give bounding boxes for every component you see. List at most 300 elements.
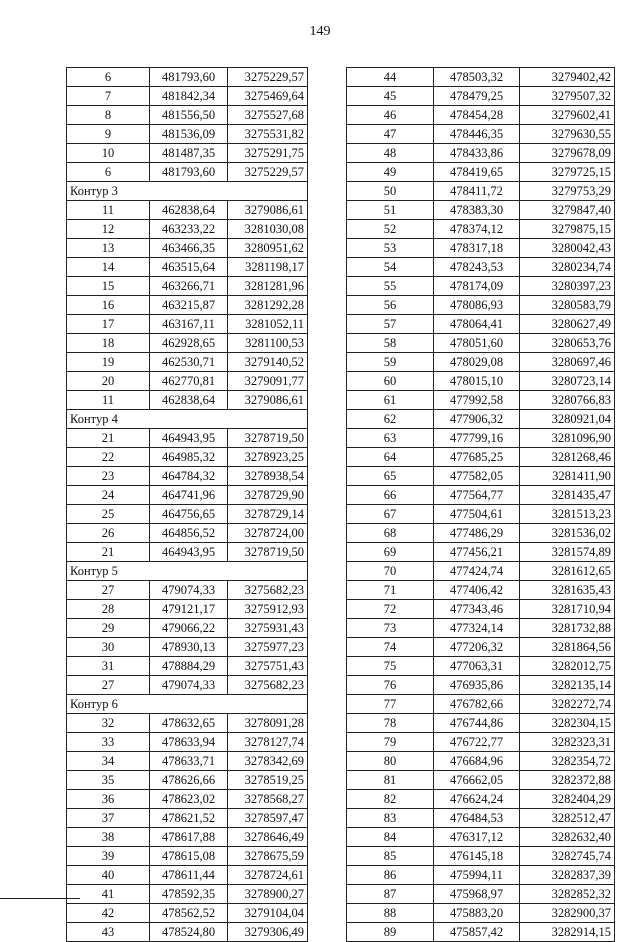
point-number-cell: 49 [347,163,434,182]
point-number-cell: 12 [67,220,150,239]
table-row [347,353,615,372]
y-coordinate-cell: 3281411,90 [520,467,615,486]
x-coordinate-cell: 478243,53 [434,258,520,277]
table-row [67,923,308,942]
point-number-cell: 77 [347,695,434,714]
table-row [67,676,308,695]
table-row [67,505,308,524]
table-row [67,296,308,315]
footnote-rule [0,898,80,899]
point-number-cell: 57 [347,315,434,334]
y-coordinate-cell: 3280951,62 [228,239,308,258]
table-row [67,334,308,353]
point-number-cell: 87 [347,885,434,904]
table-row [347,733,615,752]
x-coordinate-cell: 478621,52 [150,809,228,828]
y-coordinate-cell: 3280723,14 [520,372,615,391]
x-coordinate-cell: 464943,95 [150,543,228,562]
table-row [347,372,615,391]
table-row [347,467,615,486]
y-coordinate-cell: 3279602,41 [520,106,615,125]
y-coordinate-cell: 3281864,56 [520,638,615,657]
y-coordinate-cell: 3281710,94 [520,600,615,619]
y-coordinate-cell: 3280397,23 [520,277,615,296]
point-number-cell: 67 [347,505,434,524]
y-coordinate-cell: 3282852,32 [520,885,615,904]
table-row [67,87,308,106]
y-coordinate-cell: 3280697,46 [520,353,615,372]
y-coordinate-cell: 3282012,75 [520,657,615,676]
point-number-cell: 36 [67,790,150,809]
table-row [347,790,615,809]
point-number-cell: 85 [347,847,434,866]
point-number-cell: 20 [67,372,150,391]
y-coordinate-cell: 3275469,64 [228,87,308,106]
point-number-cell: 21 [67,543,150,562]
point-number-cell: 44 [347,68,434,87]
table-row [347,562,615,581]
y-coordinate-cell: 3280234,74 [520,258,615,277]
y-coordinate-cell: 3282837,39 [520,866,615,885]
y-coordinate-cell: 3282900,37 [520,904,615,923]
point-number-cell: 53 [347,239,434,258]
table-row [347,505,615,524]
x-coordinate-cell: 478317,18 [434,239,520,258]
y-coordinate-cell: 3282272,74 [520,695,615,714]
point-number-cell: 19 [67,353,150,372]
x-coordinate-cell: 478632,65 [150,714,228,733]
y-coordinate-cell: 3281536,02 [520,524,615,543]
y-coordinate-cell: 3280766,83 [520,391,615,410]
contour-label: Контур 3 [67,182,308,201]
x-coordinate-cell: 478374,12 [434,220,520,239]
point-number-cell: 39 [67,847,150,866]
y-coordinate-cell: 3279086,61 [228,201,308,220]
x-coordinate-cell: 463266,71 [150,277,228,296]
point-number-cell: 50 [347,182,434,201]
point-number-cell: 18 [67,334,150,353]
x-coordinate-cell: 476662,05 [434,771,520,790]
table-row [67,771,308,790]
x-coordinate-cell: 476782,66 [434,695,520,714]
table-row [67,239,308,258]
x-coordinate-cell: 476624,24 [434,790,520,809]
y-coordinate-cell: 3278724,61 [228,866,308,885]
point-number-cell: 63 [347,429,434,448]
table-row [347,847,615,866]
table-row [347,182,615,201]
table-row [347,904,615,923]
x-coordinate-cell: 477343,46 [434,600,520,619]
x-coordinate-cell: 477582,05 [434,467,520,486]
table-row [67,752,308,771]
point-number-cell: 75 [347,657,434,676]
y-coordinate-cell: 3281096,90 [520,429,615,448]
point-number-cell: 28 [67,600,150,619]
x-coordinate-cell: 478617,88 [150,828,228,847]
point-number-cell: 8 [67,106,150,125]
point-number-cell: 76 [347,676,434,695]
y-coordinate-cell: 3281292,28 [228,296,308,315]
point-number-cell: 62 [347,410,434,429]
contour-header-row [67,562,308,581]
y-coordinate-cell: 3281635,43 [520,581,615,600]
y-coordinate-cell: 3278938,54 [228,467,308,486]
x-coordinate-cell: 476317,12 [434,828,520,847]
x-coordinate-cell: 478086,93 [434,296,520,315]
y-coordinate-cell: 3282632,40 [520,828,615,847]
x-coordinate-cell: 478592,35 [150,885,228,904]
table-row [347,296,615,315]
point-number-cell: 11 [67,391,150,410]
y-coordinate-cell: 3278724,00 [228,524,308,543]
point-number-cell: 61 [347,391,434,410]
table-row [347,87,615,106]
table-row [67,600,308,619]
table-row [347,923,615,942]
y-coordinate-cell: 3275682,23 [228,581,308,600]
table-row [347,828,615,847]
x-coordinate-cell: 478611,44 [150,866,228,885]
x-coordinate-cell: 477685,25 [434,448,520,467]
point-number-cell: 31 [67,657,150,676]
table-row [347,391,615,410]
x-coordinate-cell: 481842,34 [150,87,228,106]
table-row [67,372,308,391]
table-row [347,657,615,676]
x-coordinate-cell: 464985,32 [150,448,228,467]
point-number-cell: 55 [347,277,434,296]
table-row [67,714,308,733]
table-row [347,866,615,885]
table-row [67,524,308,543]
point-number-cell: 82 [347,790,434,809]
point-number-cell: 80 [347,752,434,771]
y-coordinate-cell: 3279678,09 [520,144,615,163]
x-coordinate-cell: 478479,25 [434,87,520,106]
x-coordinate-cell: 478503,32 [434,68,520,87]
x-coordinate-cell: 476145,18 [434,847,520,866]
point-number-cell: 11 [67,201,150,220]
y-coordinate-cell: 3282304,15 [520,714,615,733]
point-number-cell: 65 [347,467,434,486]
point-number-cell: 6 [67,163,150,182]
point-number-cell: 24 [67,486,150,505]
point-number-cell: 27 [67,581,150,600]
contour-label: Контур 5 [67,562,308,581]
x-coordinate-cell: 481536,09 [150,125,228,144]
x-coordinate-cell: 478411,72 [434,182,520,201]
y-coordinate-cell: 3275229,57 [228,68,308,87]
x-coordinate-cell: 479074,33 [150,676,228,695]
point-number-cell: 43 [67,923,150,942]
table-row [347,619,615,638]
point-number-cell: 46 [347,106,434,125]
table-row [347,448,615,467]
table-row [67,277,308,296]
y-coordinate-cell: 3280921,04 [520,410,615,429]
y-coordinate-cell: 3282404,29 [520,790,615,809]
point-number-cell: 47 [347,125,434,144]
contour-label: Контур 4 [67,410,308,429]
point-number-cell: 6 [67,68,150,87]
x-coordinate-cell: 464741,96 [150,486,228,505]
table-row [347,676,615,695]
y-coordinate-cell: 3278719,50 [228,543,308,562]
y-coordinate-cell: 3282745,74 [520,847,615,866]
x-coordinate-cell: 463515,64 [150,258,228,277]
x-coordinate-cell: 477406,42 [434,581,520,600]
x-coordinate-cell: 462838,64 [150,201,228,220]
table-row [67,315,308,334]
contour-header-row [67,182,308,201]
y-coordinate-cell: 3281281,96 [228,277,308,296]
x-coordinate-cell: 478524,80 [150,923,228,942]
page-number: 149 [309,24,331,39]
y-coordinate-cell: 3281268,46 [520,448,615,467]
point-number-cell: 9 [67,125,150,144]
x-coordinate-cell: 478562,52 [150,904,228,923]
table-row [347,220,615,239]
y-coordinate-cell: 3279630,55 [520,125,615,144]
point-number-cell: 89 [347,923,434,942]
point-number-cell: 14 [67,258,150,277]
table-row [67,733,308,752]
point-number-cell: 45 [347,87,434,106]
table-row [67,866,308,885]
y-coordinate-cell: 3281435,47 [520,486,615,505]
y-coordinate-cell: 3282135,14 [520,676,615,695]
y-coordinate-cell: 3275977,23 [228,638,308,657]
y-coordinate-cell: 3278127,74 [228,733,308,752]
y-coordinate-cell: 3279140,52 [228,353,308,372]
y-coordinate-cell: 3278568,27 [228,790,308,809]
coordinates-table-body [347,68,615,942]
x-coordinate-cell: 479074,33 [150,581,228,600]
x-coordinate-cell: 477206,32 [434,638,520,657]
y-coordinate-cell: 3275527,68 [228,106,308,125]
x-coordinate-cell: 475857,42 [434,923,520,942]
table-row [67,391,308,410]
point-number-cell: 41 [67,885,150,904]
table-row [67,353,308,372]
x-coordinate-cell: 478051,60 [434,334,520,353]
table-row [347,581,615,600]
x-coordinate-cell: 478930,13 [150,638,228,657]
point-number-cell: 17 [67,315,150,334]
x-coordinate-cell: 477992,58 [434,391,520,410]
table-row [347,277,615,296]
x-coordinate-cell: 476684,96 [434,752,520,771]
point-number-cell: 52 [347,220,434,239]
y-coordinate-cell: 3279875,15 [520,220,615,239]
point-number-cell: 73 [347,619,434,638]
point-number-cell: 56 [347,296,434,315]
y-coordinate-cell: 3282354,72 [520,752,615,771]
x-coordinate-cell: 481556,50 [150,106,228,125]
point-number-cell: 48 [347,144,434,163]
point-number-cell: 72 [347,600,434,619]
y-coordinate-cell: 3275682,23 [228,676,308,695]
x-coordinate-cell: 463233,22 [150,220,228,239]
x-coordinate-cell: 463466,35 [150,239,228,258]
y-coordinate-cell: 3275291,75 [228,144,308,163]
table-row [347,638,615,657]
x-coordinate-cell: 478884,29 [150,657,228,676]
y-coordinate-cell: 3281732,88 [520,619,615,638]
x-coordinate-cell: 477486,29 [434,524,520,543]
point-number-cell: 27 [67,676,150,695]
point-number-cell: 10 [67,144,150,163]
table-row [347,714,615,733]
point-number-cell: 25 [67,505,150,524]
table-row [67,904,308,923]
x-coordinate-cell: 463215,87 [150,296,228,315]
y-coordinate-cell: 3281198,17 [228,258,308,277]
table-row [67,885,308,904]
table-row [347,543,615,562]
x-coordinate-cell: 477424,74 [434,562,520,581]
table-row [67,847,308,866]
point-number-cell: 32 [67,714,150,733]
x-coordinate-cell: 477504,61 [434,505,520,524]
table-row [347,809,615,828]
table-row [347,144,615,163]
table-row [67,486,308,505]
y-coordinate-cell: 3282323,31 [520,733,615,752]
point-number-cell: 58 [347,334,434,353]
x-coordinate-cell: 481793,60 [150,68,228,87]
point-number-cell: 84 [347,828,434,847]
table-row [67,258,308,277]
x-coordinate-cell: 478615,08 [150,847,228,866]
point-number-cell: 7 [67,87,150,106]
y-coordinate-cell: 3278675,59 [228,847,308,866]
table-row [67,68,308,87]
x-coordinate-cell: 462530,71 [150,353,228,372]
y-coordinate-cell: 3278729,14 [228,505,308,524]
table-row [347,258,615,277]
y-coordinate-cell: 3281030,08 [228,220,308,239]
table-row [347,524,615,543]
x-coordinate-cell: 475968,97 [434,885,520,904]
x-coordinate-cell: 478015,10 [434,372,520,391]
table-row [67,448,308,467]
y-coordinate-cell: 3278729,90 [228,486,308,505]
contour-header-row [67,410,308,429]
x-coordinate-cell: 479121,17 [150,600,228,619]
x-coordinate-cell: 478174,09 [434,277,520,296]
x-coordinate-cell: 463167,11 [150,315,228,334]
x-coordinate-cell: 481487,35 [150,144,228,163]
y-coordinate-cell: 3278091,28 [228,714,308,733]
coordinates-table-body [67,68,308,942]
x-coordinate-cell: 478383,30 [434,201,520,220]
y-coordinate-cell: 3275531,82 [228,125,308,144]
point-number-cell: 26 [67,524,150,543]
x-coordinate-cell: 477063,31 [434,657,520,676]
point-number-cell: 66 [347,486,434,505]
point-number-cell: 29 [67,619,150,638]
point-number-cell: 30 [67,638,150,657]
point-number-cell: 59 [347,353,434,372]
x-coordinate-cell: 462928,65 [150,334,228,353]
table-row [347,752,615,771]
table-row [67,790,308,809]
table-row [67,163,308,182]
x-coordinate-cell: 478419,65 [434,163,520,182]
table-row [67,657,308,676]
table-row [347,106,615,125]
point-number-cell: 54 [347,258,434,277]
y-coordinate-cell: 3282372,88 [520,771,615,790]
table-row [347,486,615,505]
y-coordinate-cell: 3278719,50 [228,429,308,448]
y-coordinate-cell: 3275229,57 [228,163,308,182]
point-number-cell: 60 [347,372,434,391]
point-number-cell: 15 [67,277,150,296]
y-coordinate-cell: 3280627,49 [520,315,615,334]
x-coordinate-cell: 478446,35 [434,125,520,144]
table-row [67,581,308,600]
point-number-cell: 78 [347,714,434,733]
x-coordinate-cell: 476484,53 [434,809,520,828]
point-number-cell: 51 [347,201,434,220]
y-coordinate-cell: 3281513,23 [520,505,615,524]
y-coordinate-cell: 3279086,61 [228,391,308,410]
x-coordinate-cell: 478626,66 [150,771,228,790]
point-number-cell: 69 [347,543,434,562]
x-coordinate-cell: 481793,60 [150,163,228,182]
point-number-cell: 34 [67,752,150,771]
point-number-cell: 79 [347,733,434,752]
y-coordinate-cell: 3279847,40 [520,201,615,220]
y-coordinate-cell: 3280042,43 [520,239,615,258]
point-number-cell: 68 [347,524,434,543]
y-coordinate-cell: 3279753,29 [520,182,615,201]
table-row [347,885,615,904]
point-number-cell: 38 [67,828,150,847]
y-coordinate-cell: 3279091,77 [228,372,308,391]
table-row [67,619,308,638]
x-coordinate-cell: 464943,95 [150,429,228,448]
y-coordinate-cell: 3279507,32 [520,87,615,106]
point-number-cell: 74 [347,638,434,657]
table-row [67,429,308,448]
table-row [347,201,615,220]
table-row [347,600,615,619]
x-coordinate-cell: 476935,86 [434,676,520,695]
table-row [347,68,615,87]
point-number-cell: 22 [67,448,150,467]
table-row [347,334,615,353]
y-coordinate-cell: 3282914,15 [520,923,615,942]
table-row [347,410,615,429]
point-number-cell: 70 [347,562,434,581]
x-coordinate-cell: 464856,52 [150,524,228,543]
contour-header-row [67,695,308,714]
table-row [67,220,308,239]
point-number-cell: 33 [67,733,150,752]
y-coordinate-cell: 3281052,11 [228,315,308,334]
x-coordinate-cell: 478623,02 [150,790,228,809]
y-coordinate-cell: 3281574,89 [520,543,615,562]
x-coordinate-cell: 464756,65 [150,505,228,524]
y-coordinate-cell: 3278646,49 [228,828,308,847]
point-number-cell: 37 [67,809,150,828]
table-row [347,771,615,790]
y-coordinate-cell: 3279104,04 [228,904,308,923]
